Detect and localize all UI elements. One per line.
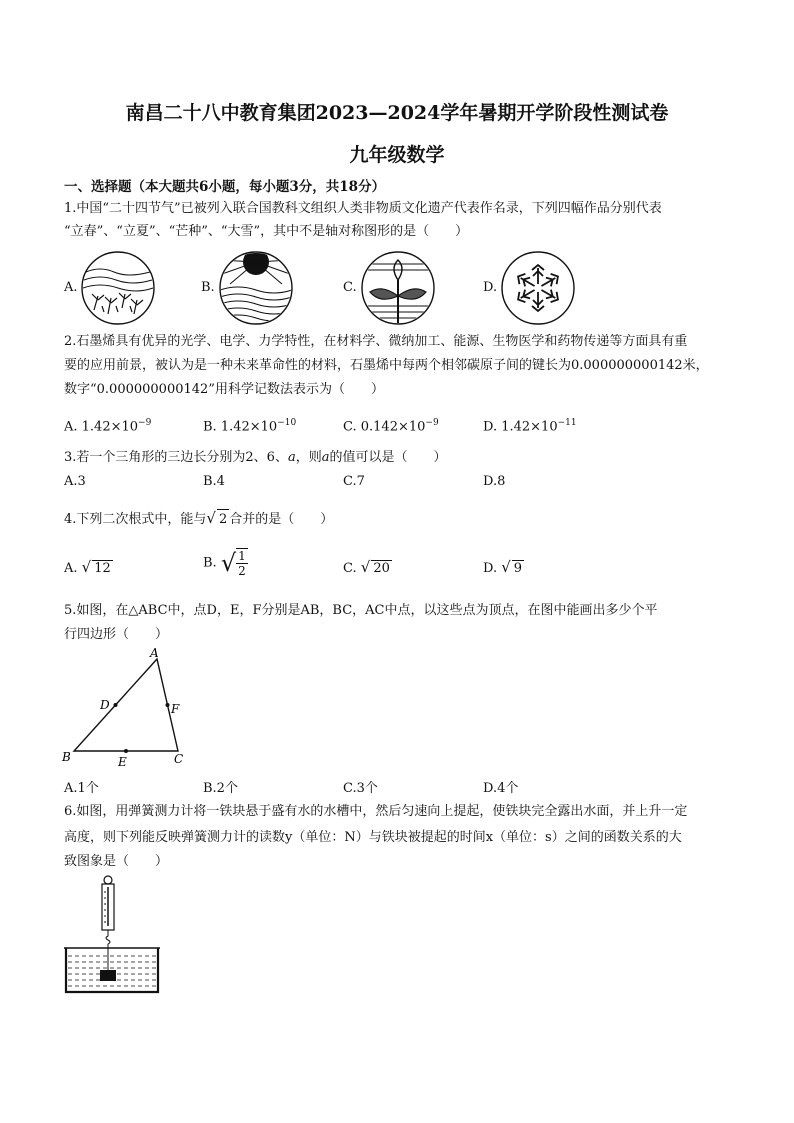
q3-line1: 3.若一个三角形的三边长分别为2、6、a，则a的值可以是（ ） [64,450,447,465]
q3-option-b: B.4 [203,474,225,489]
q1-option-a-label: A. [64,280,78,295]
q2-option-c: C. $0.142\times 10^{-9}$ [343,418,439,435]
spring-scale-tank-figure [60,872,164,997]
q3-option-c: C.7 [343,474,365,489]
vertex-c-label: C [174,752,184,766]
q6-line2: 高度，则下列能反映弹簧测力计的读数y（单位：N）与铁块被提起的时间x（单位：s）之间的函数关系的大 [64,830,682,845]
q1-option-d-label: D. [483,280,498,295]
point-d-label: D [100,698,110,712]
lixia-emblem-icon [218,250,294,326]
point-e-label: E [118,755,127,769]
q1-line1: 1.中国“二十四节气”已被列入联合国教科文组织人类非物质文化遗产代表作名录，下列四幅作品分别代表 [64,201,662,216]
exam-title: 南昌二十八中教育集团2023—2024学年暑期开学阶段性测试卷 [125,102,669,124]
vertex-a-label: A [150,646,159,660]
q5-option-a: A.1个 [64,781,99,796]
q3-option-d: D.8 [483,474,506,489]
mangzhong-emblem-icon [360,250,436,326]
q5-option-c: C.3个 [343,781,378,796]
exam-subtitle: 九年级数学 [349,144,445,166]
q5-option-b: B.2个 [203,781,238,796]
lichun-emblem-icon [80,250,156,326]
q5-option-d: D.4个 [483,781,519,796]
vertex-b-label: B [62,750,71,764]
q3-option-a: A.3 [64,474,86,489]
q4-line1: 4.下列二次根式中，能与√ 2 合并的是（ ） [64,508,333,530]
q2-option-d: D. $1.42\times 10^{-11}$ [483,418,577,435]
q2-option-a: A. $1.42\times 10^{-9}$ [64,418,152,435]
q6-line3: 致图象是（ ） [64,854,169,869]
q4-option-b: B. √ $\frac{1}{2}$ [203,549,246,578]
section-heading: 一、选择题（本大题共6小题，每小题3分，共18分） [64,179,386,195]
q6-line1: 6.如图，用弹簧测力计将一铁块悬于盛有水的水槽中，然后匀速向上提起，使铁块完全露出水面，并上升一定 [64,804,688,819]
triangle-abc-figure [60,645,200,770]
q4-option-d: D. √ 9 [483,558,523,576]
q1-line2: “立春”、“立夏”、“芒种”、“大雪”，其中不是轴对称图形的是（ ） [64,224,469,239]
q5-line2: 行四边形（ ） [64,627,169,642]
q2-option-b: B. $1.42\times 10^{-10}$ [203,418,297,435]
q4-option-c: C. √ 20 [343,558,390,576]
q4-option-a: A. √ 12 [64,558,111,576]
q5-line1: 5.如图，在△ABC中，点D，E，F分别是AB，BC，AC中点，以这些点为顶点，在图中能画出多少个平 [64,603,658,618]
point-f-label: F [171,702,180,716]
q1-option-b-label: B. [201,280,215,295]
q2-line2: 要的应用前景，被认为是一种未来革命性的材料，石墨烯中每两个相邻碳原子间的键长为0.000000000142米， [64,358,709,373]
daxue-emblem-icon [500,250,576,326]
q2-line1: 2.石墨烯具有优异的光学、电学、力学特性，在材料学、微纳加工、能源、生物医学和药物传递等方面具有重 [64,334,688,349]
q1-option-c-label: C. [343,280,357,295]
q2-line3: 数字“0.000000000142”用科学记数法表示为（ ） [64,382,384,397]
